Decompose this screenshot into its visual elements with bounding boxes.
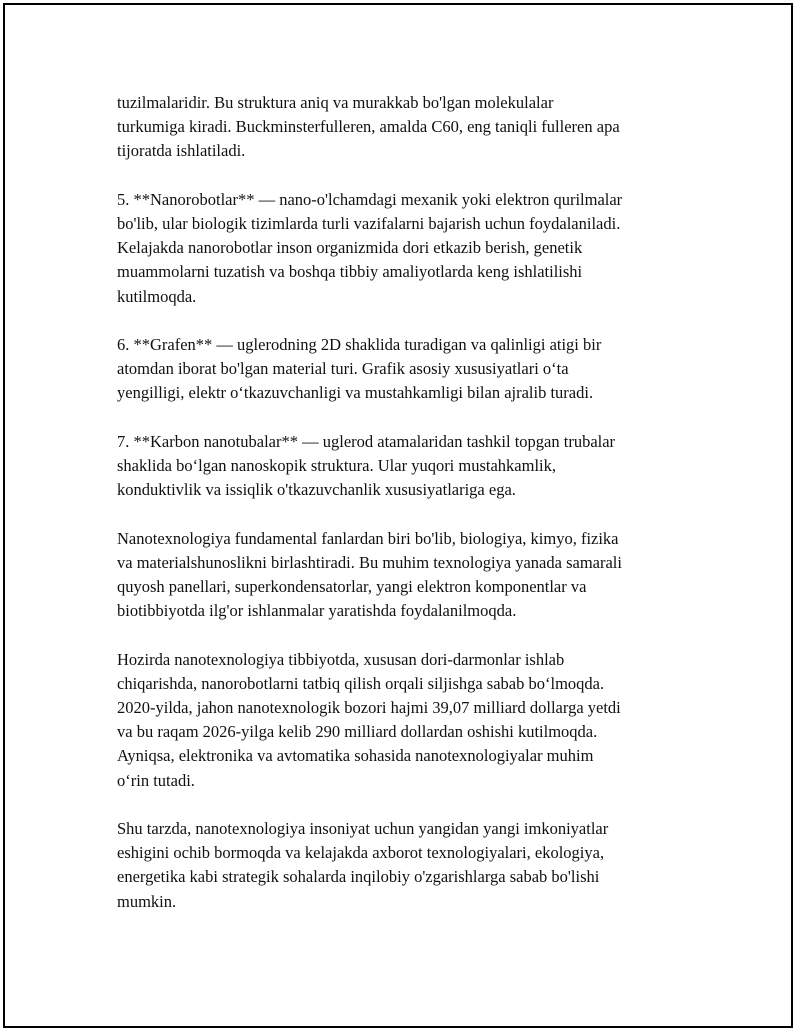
paragraph-conclusion: Shu tarzda, nanotexnologiya insoniyat uchun yangidan yangi imkoniyatlar eshigini ochib bormoqda va kelajakda axborot texnologiyalari, ekologiya, energetika kabi strategik sohalarda inqilobiy o'zgarishlarga sabab bo'lishi mumkin.	[117, 819, 609, 911]
paragraph-nanorobots: 5. **Nanorobotlar** — nano-o'lchamdagi mexanik yoki elektron qurilmalar bo'lib, ular biologik tizimlarda turli vazifalarni bajarish uchun foydalaniladi. Kelajakda nanorobotlar inson organizmida dori etkazib berish, genetik muammolarni tuzatish va boshqa tibbiy amaliyotlarda keng ishlatilishi kutilmoqda.	[117, 189, 623, 306]
paragraph-fullerene-continuation: tuzilmalaridir. Bu struktura aniq va murakkab bo'lgan molekulalar turkumiga kiradi. Buckminsterfulleren, amalda C60, eng taniqli fulleren apa tijoratda ishlatiladi.	[117, 93, 620, 161]
paragraph-nanotech-medicine-market: Hozirda nanotexnologiya tibbiyotda, xususan dori-darmonlar ishlab chiqarishda, nanorobotlarni tatbiq qilish orqali siljishga sabab bo‘lmoqda. 2020-yilda, jahon nanotexnologik bozori hajmi 39,07 milliard dollarga yetdi va bu raqam 2026-yilga kelib 290 milliard dollardan oshishi kutilmoqda. Ayniqsa, elektronika va avtomatika sohasida nanotexnologiyalar muhim o‘rin tutadi.	[117, 649, 621, 790]
document-body	[117, 91, 697, 938]
paragraph-carbon-nanotubes: 7. **Karbon nanotubalar** — uglerod atamalaridan tashkil topgan trubalar shaklida bo‘lgan nanoskopik struktura. Ular yuqori mustahkamlik, konduktivlik va issiqlik o'tkazuvchanlik xususiyatlariga ega.	[117, 431, 616, 500]
paragraph-graphene: 6. **Grafen** — uglerodning 2D shaklida turadigan va qalinligi atigi bir atomdan iborat bo'lgan material turi. Grafik asosiy xususiyatlari o‘ta yengilligi, elektr o‘tkazuvchanligi va mustahkamligi bilan ajralib turadi.	[117, 335, 602, 403]
paragraph-nanotech-fundamentals: Nanotexnologiya fundamental fanlardan biri bo'lib, biologiya, kimyo, fizika va materialshunoslikni birlashtiradi. Bu muhim texnologiya yanada samarali quyosh panellari, superkondensatorlar, yangi elektron komponentlar va biotibbiyotda ilg'or ishlanmalar yaratishda foydalanilmoqda.	[117, 528, 622, 621]
